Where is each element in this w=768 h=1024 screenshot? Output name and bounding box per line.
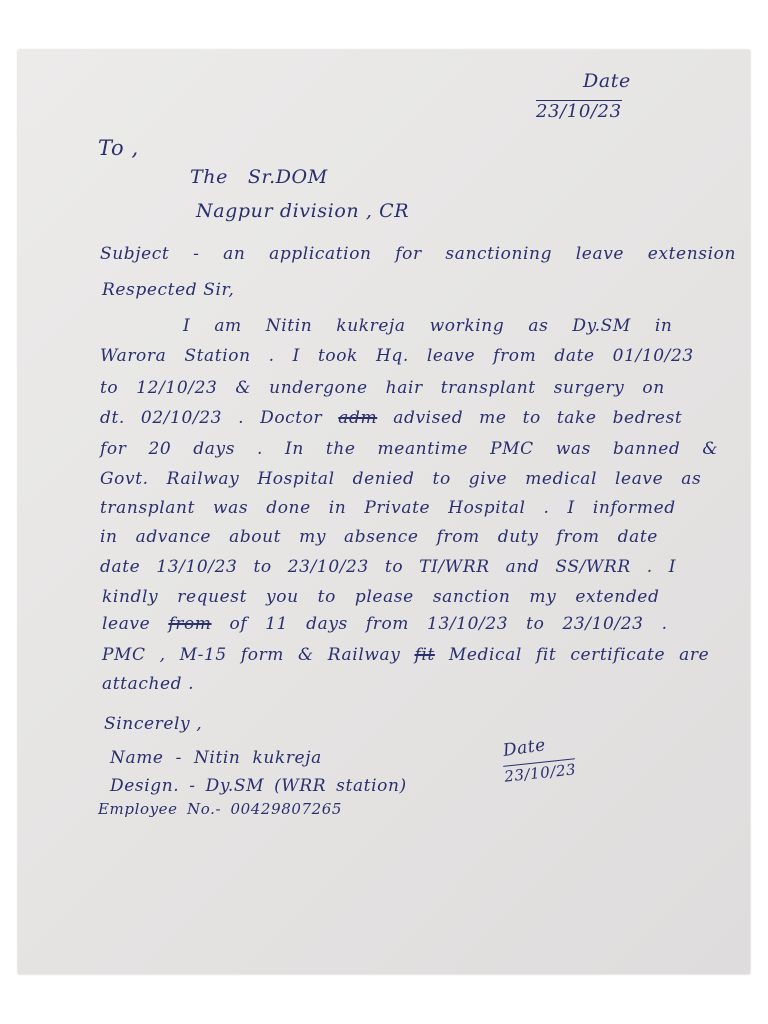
- subject-word: sanctioning: [445, 244, 553, 264]
- struck-word-adm: adm: [338, 408, 378, 428]
- subject-word: Subject: [100, 244, 170, 264]
- subject-word: an: [223, 244, 246, 264]
- signature-date-label: Date: [501, 735, 548, 761]
- body-line-11: [102, 616, 668, 633]
- body-line-3: to 12/10/23 & undergone hair transplant surgery on: [100, 378, 665, 398]
- name-line: Name - Nitin kukreja: [110, 748, 322, 768]
- employee-line: Employee No.- 00429807265: [98, 800, 343, 818]
- header-date-value: 23/10/23: [536, 101, 622, 122]
- body-line-4-end: advised me to take bedrest: [393, 408, 683, 428]
- body-line-1: I am Nitin kukreja working as Dy.SM in: [183, 316, 673, 336]
- salutation-to: To ,: [98, 136, 139, 160]
- struck-word-fit: fit: [414, 645, 435, 665]
- body-line-12: [102, 647, 709, 664]
- body-line-11-start: leave: [102, 614, 151, 634]
- subject-word: extension: [647, 244, 736, 264]
- body-line-4: [100, 410, 682, 427]
- body-line-8: in advance about my absence from duty from date: [100, 527, 658, 547]
- recipient-line-2: Nagpur division , CR: [196, 200, 410, 222]
- body-line-12-start: PMC , M-15 form & Railway: [102, 645, 401, 665]
- subject-word: leave: [575, 244, 625, 264]
- body-line-4-start: dt. 02/10/23 . Doctor: [100, 408, 323, 428]
- body-line-10: kindly request you to please sanction my extended: [102, 587, 660, 607]
- body-line-6: Govt. Railway Hospital denied to give medical leave as: [100, 469, 702, 489]
- struck-word-from: from: [168, 614, 212, 634]
- respected-line: Respected Sir,: [102, 280, 235, 300]
- body-line-11-end: of 11 days from 13/10/23 to 23/10/23 .: [229, 614, 668, 634]
- header-date-label: Date: [583, 70, 631, 92]
- closing-line: Sincerely ,: [104, 714, 203, 734]
- subject-word: -: [193, 244, 200, 264]
- body-line-2: Warora Station . I took Hq. leave from date 01/10/23: [100, 346, 694, 366]
- body-line-12-end: Medical fit certificate are: [448, 645, 710, 665]
- designation-line: Design. - Dy.SM (WRR station): [110, 776, 407, 796]
- body-line-5: for 20 days . In the meantime PMC was banned &: [100, 439, 719, 459]
- body-line-13: attached .: [102, 674, 195, 694]
- subject-word: for: [395, 244, 422, 264]
- body-line-7: transplant was done in Private Hospital . I informed: [100, 498, 676, 518]
- subject-line: [100, 246, 736, 263]
- recipient-line-1: The Sr.DOM: [190, 166, 328, 188]
- subject-word: application: [269, 244, 372, 264]
- body-line-9: date 13/10/23 to 23/10/23 to TI/WRR and SS/WRR . I: [100, 557, 677, 577]
- letter-page: [18, 50, 750, 974]
- signature-date-value: 23/10/23: [503, 760, 578, 786]
